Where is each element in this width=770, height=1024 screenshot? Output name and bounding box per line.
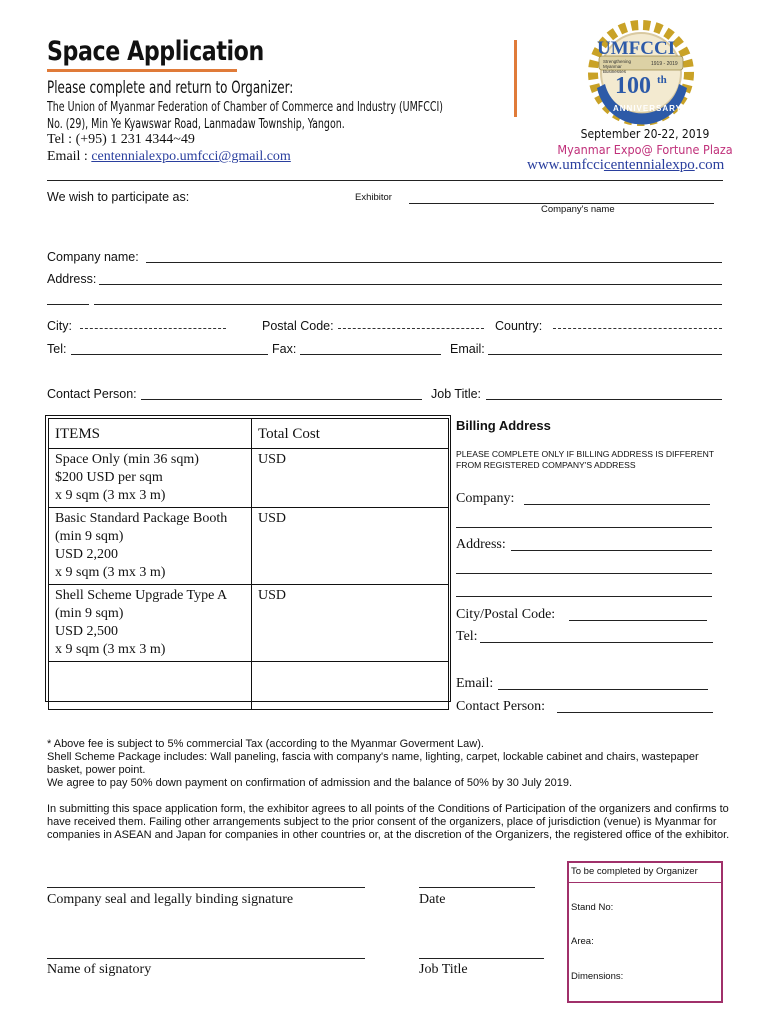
area-label: Area:	[571, 936, 594, 947]
item-line: x 9 sqm (3 mx 3 m)	[55, 565, 166, 580]
logo-word: ANNIVERSARY	[613, 104, 682, 113]
website-link[interactable]: centennialexpo	[603, 157, 695, 173]
billing-address-field-2[interactable]	[456, 573, 712, 574]
event-venue: Myanmar Expo@ Fortune Plaza	[557, 142, 733, 157]
billing-address-field-3[interactable]	[456, 596, 712, 597]
event-dates: September 20-22, 2019	[580, 127, 710, 141]
address-field-2a[interactable]	[47, 304, 89, 305]
billing-email-field[interactable]	[498, 689, 708, 690]
event-website[interactable]	[527, 157, 724, 174]
billing-company-label: Company:	[456, 491, 515, 506]
email-label: Email :	[47, 149, 92, 164]
item-cell-empty[interactable]	[49, 662, 252, 710]
item-cell-shell-upgrade	[49, 585, 252, 662]
billing-address-label: Address:	[456, 537, 506, 552]
city-label: City:	[47, 319, 72, 333]
billing-title: Billing Address	[456, 418, 551, 433]
organizer-email-link[interactable]: centennialexpo.umfcci@gmail.com	[91, 149, 291, 164]
date-line[interactable]	[419, 887, 535, 888]
address-field[interactable]	[99, 284, 722, 285]
organizer-box	[567, 861, 723, 1003]
cost-cell-space-only[interactable]: USD	[252, 449, 449, 508]
fax-field[interactable]	[300, 354, 441, 355]
item-line: Basic Standard Package Booth	[55, 511, 228, 526]
sig-job-title-line[interactable]	[419, 958, 544, 959]
cost-cell-basic-package[interactable]: USD	[252, 508, 449, 585]
signature-line[interactable]	[47, 887, 365, 888]
item-line: x 9 sqm (3 mx 3 m)	[55, 642, 166, 657]
header-divider	[514, 40, 517, 117]
stand-no-label: Stand No:	[571, 902, 614, 913]
item-line: x 9 sqm (3 mx 3 m)	[55, 488, 166, 503]
date-label: Date	[419, 892, 446, 907]
postal-code-field[interactable]	[338, 328, 484, 329]
item-line: USD 2,200	[55, 547, 119, 562]
billing-city-postal-field[interactable]	[569, 620, 707, 621]
logo-name: UMFCCI	[597, 38, 676, 59]
signature-label: Company seal and legally binding signature	[47, 892, 294, 907]
exhibitor-label: Exhibitor	[355, 192, 392, 203]
items-table	[48, 418, 449, 710]
item-line: $200 USD per sqm	[55, 470, 163, 485]
organizer-tel: Tel : (+95) 1 231 4344~49	[47, 132, 195, 147]
billing-company-field[interactable]	[524, 504, 710, 505]
fax-label: Fax:	[272, 342, 297, 356]
signatory-label: Name of signatory	[47, 962, 152, 977]
billing-tel-field[interactable]	[480, 642, 713, 643]
website-prefix: www.umfcci	[527, 157, 604, 173]
address-field-2b[interactable]	[94, 304, 722, 305]
item-line: Shell Scheme Upgrade Type A	[55, 588, 228, 603]
company-name-caption: Company's name	[541, 204, 615, 215]
page-title: Space Application	[47, 36, 264, 67]
item-line: Space Only (min 36 sqm)	[55, 452, 199, 467]
logo-suffix: th	[657, 74, 667, 86]
title-underline	[47, 69, 237, 72]
postal-code-label: Postal Code:	[262, 319, 334, 333]
cost-header: Total Cost	[252, 419, 449, 449]
participate-label: We wish to participate as:	[47, 190, 190, 204]
tax-note: * Above fee is subject to 5% commercial Tax (according to the Myanmar Goverment Law).	[47, 738, 484, 750]
organizer-address: No. (29), Min Ye Kyawswar Road, Lanmadaw Township, Yangon.	[47, 116, 345, 132]
item-line: USD 2,500	[55, 624, 119, 639]
country-field[interactable]	[553, 328, 722, 329]
item-line: (min 9 sqm)	[55, 606, 124, 621]
organizer-email-row	[47, 149, 291, 165]
header-rule	[47, 180, 723, 181]
job-title-label: Job Title:	[431, 387, 482, 401]
company-name-field[interactable]	[146, 262, 722, 263]
billing-note: PLEASE COMPLETE ONLY IF BILLING ADDRESS IS DIFFERENT FROM REGISTERED COMPANY'S ADDRESS	[456, 449, 714, 470]
item-cell-basic-package	[49, 508, 252, 585]
organizer-box-divider	[569, 882, 721, 883]
address-label: Address:	[47, 272, 97, 286]
organizer-box-title: To be completed by Organizer	[571, 866, 698, 877]
contact-person-label: Contact Person:	[47, 387, 137, 401]
item-line: (min 9 sqm)	[55, 529, 124, 544]
company-name-label: Company name:	[47, 250, 139, 264]
country-label: Country:	[495, 319, 543, 333]
subtitle: Please complete and return to Organizer:	[47, 78, 294, 98]
shell-scheme-note: Shell Scheme Package includes: Wall paneling, fascia with company's name, lighting, carpet, lockable cabinet and chairs, wastepaper basket, power point.	[47, 751, 699, 776]
dimensions-label: Dimensions:	[571, 971, 624, 982]
contact-person-field[interactable]	[141, 399, 422, 400]
logo-number: 100	[615, 73, 651, 99]
billing-contact-label: Contact Person:	[456, 699, 546, 714]
tel-label: Tel:	[47, 342, 67, 356]
tel-field[interactable]	[71, 354, 268, 355]
city-field[interactable]	[80, 328, 226, 329]
umfcci-anniversary-logo	[575, 18, 705, 130]
signatory-line[interactable]	[47, 958, 365, 959]
sig-job-title-label: Job Title	[419, 962, 468, 977]
item-cell-space-only	[49, 449, 252, 508]
payment-note: We agree to pay 50% down payment on confirmation of admission and the balance of 50% by 30 July 2019.	[47, 777, 573, 789]
website-suffix: .com	[694, 157, 725, 173]
cost-cell-shell-upgrade[interactable]: USD	[252, 585, 449, 662]
logo-ribbon: Strengthening Myanmar Businesses	[603, 59, 632, 74]
billing-contact-field[interactable]	[557, 712, 713, 713]
organizer-name: The Union of Myanmar Federation of Chamber of Commerce and Industry (UMFCCI)	[47, 99, 443, 115]
billing-city-postal-label: City/Postal Code:	[456, 607, 556, 622]
job-title-field[interactable]	[486, 399, 722, 400]
billing-tel-label: Tel:	[456, 629, 478, 644]
email-label-form: Email:	[450, 342, 485, 356]
cost-cell-empty[interactable]	[252, 662, 449, 710]
items-header: ITEMS	[49, 419, 252, 449]
billing-email-label: Email:	[456, 676, 494, 691]
billing-company-field-2[interactable]	[456, 527, 712, 528]
terms-note: In submitting this space application form, the exhibitor agrees to all points of the Conditions of Participation of the organizers and confirms to have received them. Failing other arrangements subject to the prior consent of the organizers, place of jurisdiction (venue) is Myanmar for companies in ASEAN and Japan for companies in other countries or, at the discretion of the Organizers, the registered office of the exhibitor.	[47, 803, 730, 841]
billing-address-field[interactable]	[511, 550, 712, 551]
email-field[interactable]	[488, 354, 722, 355]
logo-years: 1919 - 2019	[651, 61, 678, 67]
